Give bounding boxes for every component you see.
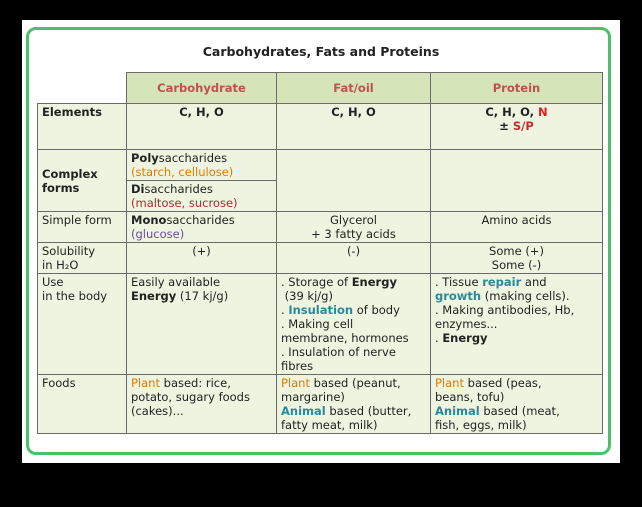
- fat-insulation-prefix: .: [281, 303, 289, 317]
- row-solubility: [38, 243, 603, 274]
- header-row: [38, 73, 603, 104]
- fat-storage-prefix: . Storage of: [281, 275, 352, 289]
- fat-making-line1: . Making cell: [281, 317, 354, 331]
- protein-antibodies-line1: . Making antibodies, Hb,: [435, 303, 575, 317]
- poly-prefix: Poly: [131, 151, 159, 165]
- di-examples: (maltose, sucrose): [131, 196, 238, 210]
- protein-plant-rest: based (peas,: [463, 376, 542, 390]
- cell-protein-use: [431, 274, 603, 375]
- carb-plant: Plant: [131, 376, 160, 390]
- row-label-foods: Foods: [38, 375, 127, 434]
- fat-making-line2: membrane, hormones: [281, 331, 409, 345]
- protein-solubility-line2: Some (-): [491, 258, 542, 272]
- cell-monosaccharides: [127, 212, 277, 243]
- protein-animal: Animal: [435, 404, 480, 418]
- solubility-label-line1: Solubility: [42, 244, 96, 258]
- cell-protein-elements: [431, 104, 603, 150]
- fat-foods-line2: margarine): [281, 390, 345, 404]
- protein-repair: repair: [482, 275, 522, 289]
- solubility-label-line2: in H₂O: [42, 258, 79, 272]
- cell-carb-foods: [127, 375, 277, 434]
- fat-foods-line4: fatty meat, milk): [281, 418, 378, 432]
- row-use: [38, 274, 603, 375]
- fat-simple-line2: + 3 fatty acids: [311, 227, 396, 241]
- cell-disaccharides: [127, 181, 277, 212]
- fat-storage-value: (39 kj/g): [284, 289, 333, 303]
- sulfur-phosphorus: S/P: [512, 119, 534, 133]
- label-text: Elements: [42, 105, 102, 119]
- protein-energy-prefix: .: [435, 331, 443, 345]
- protein-animal-rest: based (meat,: [479, 404, 560, 418]
- cell-polysaccharides: [127, 150, 277, 181]
- header-carbohydrate: Carbohydrate: [127, 73, 277, 104]
- row-elements: [38, 104, 603, 150]
- fat-nerve-line2: fibres: [281, 359, 314, 373]
- di-prefix: Di: [131, 182, 145, 196]
- cell-protein-complex: [431, 150, 603, 212]
- fat-plant: Plant: [281, 376, 310, 390]
- protein-elements-main: C, H, O,: [485, 105, 539, 119]
- fat-insulation-rest: of body: [353, 303, 400, 317]
- header-protein: Protein: [431, 73, 603, 104]
- carb-foods-line3: (cakes)...: [131, 404, 184, 418]
- cell-fat-foods: [277, 375, 431, 434]
- complex-label-line1: Complex: [42, 166, 98, 181]
- fat-animal-rest: based (butter,: [325, 404, 412, 418]
- row-label-solubility: [38, 243, 127, 274]
- nutrient-table: [37, 72, 603, 434]
- cell-carb-use: [127, 274, 277, 375]
- row-complex-poly: [38, 150, 603, 181]
- cell-fat-solubility: (-): [277, 243, 431, 274]
- row-label-elements: [38, 104, 127, 150]
- poly-examples: (starch, cellulose): [131, 165, 234, 179]
- carb-foods-line2: potato, sugary foods: [131, 390, 250, 404]
- carb-use-energy: Energy: [131, 289, 177, 303]
- protein-tissue-prefix: . Tissue: [435, 275, 483, 289]
- header-blank: [38, 73, 127, 104]
- page-title: Carbohydrates, Fats and Proteins: [202, 44, 440, 59]
- use-label-line1: Use: [42, 275, 64, 289]
- protein-antibodies-line2: enzymes...: [435, 317, 498, 331]
- fat-storage-energy: Energy: [351, 275, 397, 289]
- di-rest: saccharides: [144, 182, 213, 196]
- cell-fat-complex: [277, 150, 431, 212]
- cell-protein-foods: [431, 375, 603, 434]
- fat-simple-line1: Glycerol: [329, 213, 378, 227]
- protein-and: and: [521, 275, 547, 289]
- cell-carb-elements: C, H, O: [127, 104, 277, 150]
- carb-plant-rest: based: rice,: [159, 376, 231, 390]
- cell-carb-solubility: (+): [127, 243, 277, 274]
- complex-label-line2: forms: [42, 180, 80, 195]
- plusminus-prefix: ±: [499, 119, 513, 133]
- protein-energy: Energy: [442, 331, 488, 345]
- fat-animal: Animal: [281, 404, 326, 418]
- protein-growth-rest: (making cells).: [481, 289, 570, 303]
- poly-rest: saccharides: [158, 151, 228, 165]
- fat-plant-rest: based (peanut,: [309, 376, 401, 390]
- protein-foods-line2: beans, tofu): [435, 390, 505, 404]
- fat-nerve-line1: . Insulation of nerve: [281, 345, 396, 359]
- protein-foods-line4: fish, eggs, milk): [435, 418, 527, 432]
- row-foods: [38, 375, 603, 434]
- nitrogen-symbol: N: [538, 105, 548, 119]
- protein-solubility-line1: Some (+): [489, 244, 544, 258]
- use-label-line2: in the body: [42, 289, 108, 303]
- row-label-simple: Simple form: [38, 212, 127, 243]
- mono-rest: saccharides: [166, 213, 235, 227]
- fat-insulation: Insulation: [288, 303, 354, 317]
- carb-use-energy-value: (17 kj/g): [176, 289, 229, 303]
- row-label-use: [38, 274, 127, 375]
- protein-growth: growth: [435, 289, 482, 303]
- cell-fat-elements: C, H, O: [277, 104, 431, 150]
- row-label-complex: [38, 150, 127, 212]
- cell-fat-simple: [277, 212, 431, 243]
- row-simple: [38, 212, 603, 243]
- cell-protein-solubility: [431, 243, 603, 274]
- cell-protein-simple: Amino acids: [431, 212, 603, 243]
- carb-use-line1: Easily available: [131, 275, 221, 289]
- header-fat-oil: Fat/oil: [277, 73, 431, 104]
- mono-examples: (glucose): [131, 227, 185, 241]
- protein-plant: Plant: [435, 376, 464, 390]
- cell-fat-use: [277, 274, 431, 375]
- mono-prefix: Mono: [131, 213, 167, 227]
